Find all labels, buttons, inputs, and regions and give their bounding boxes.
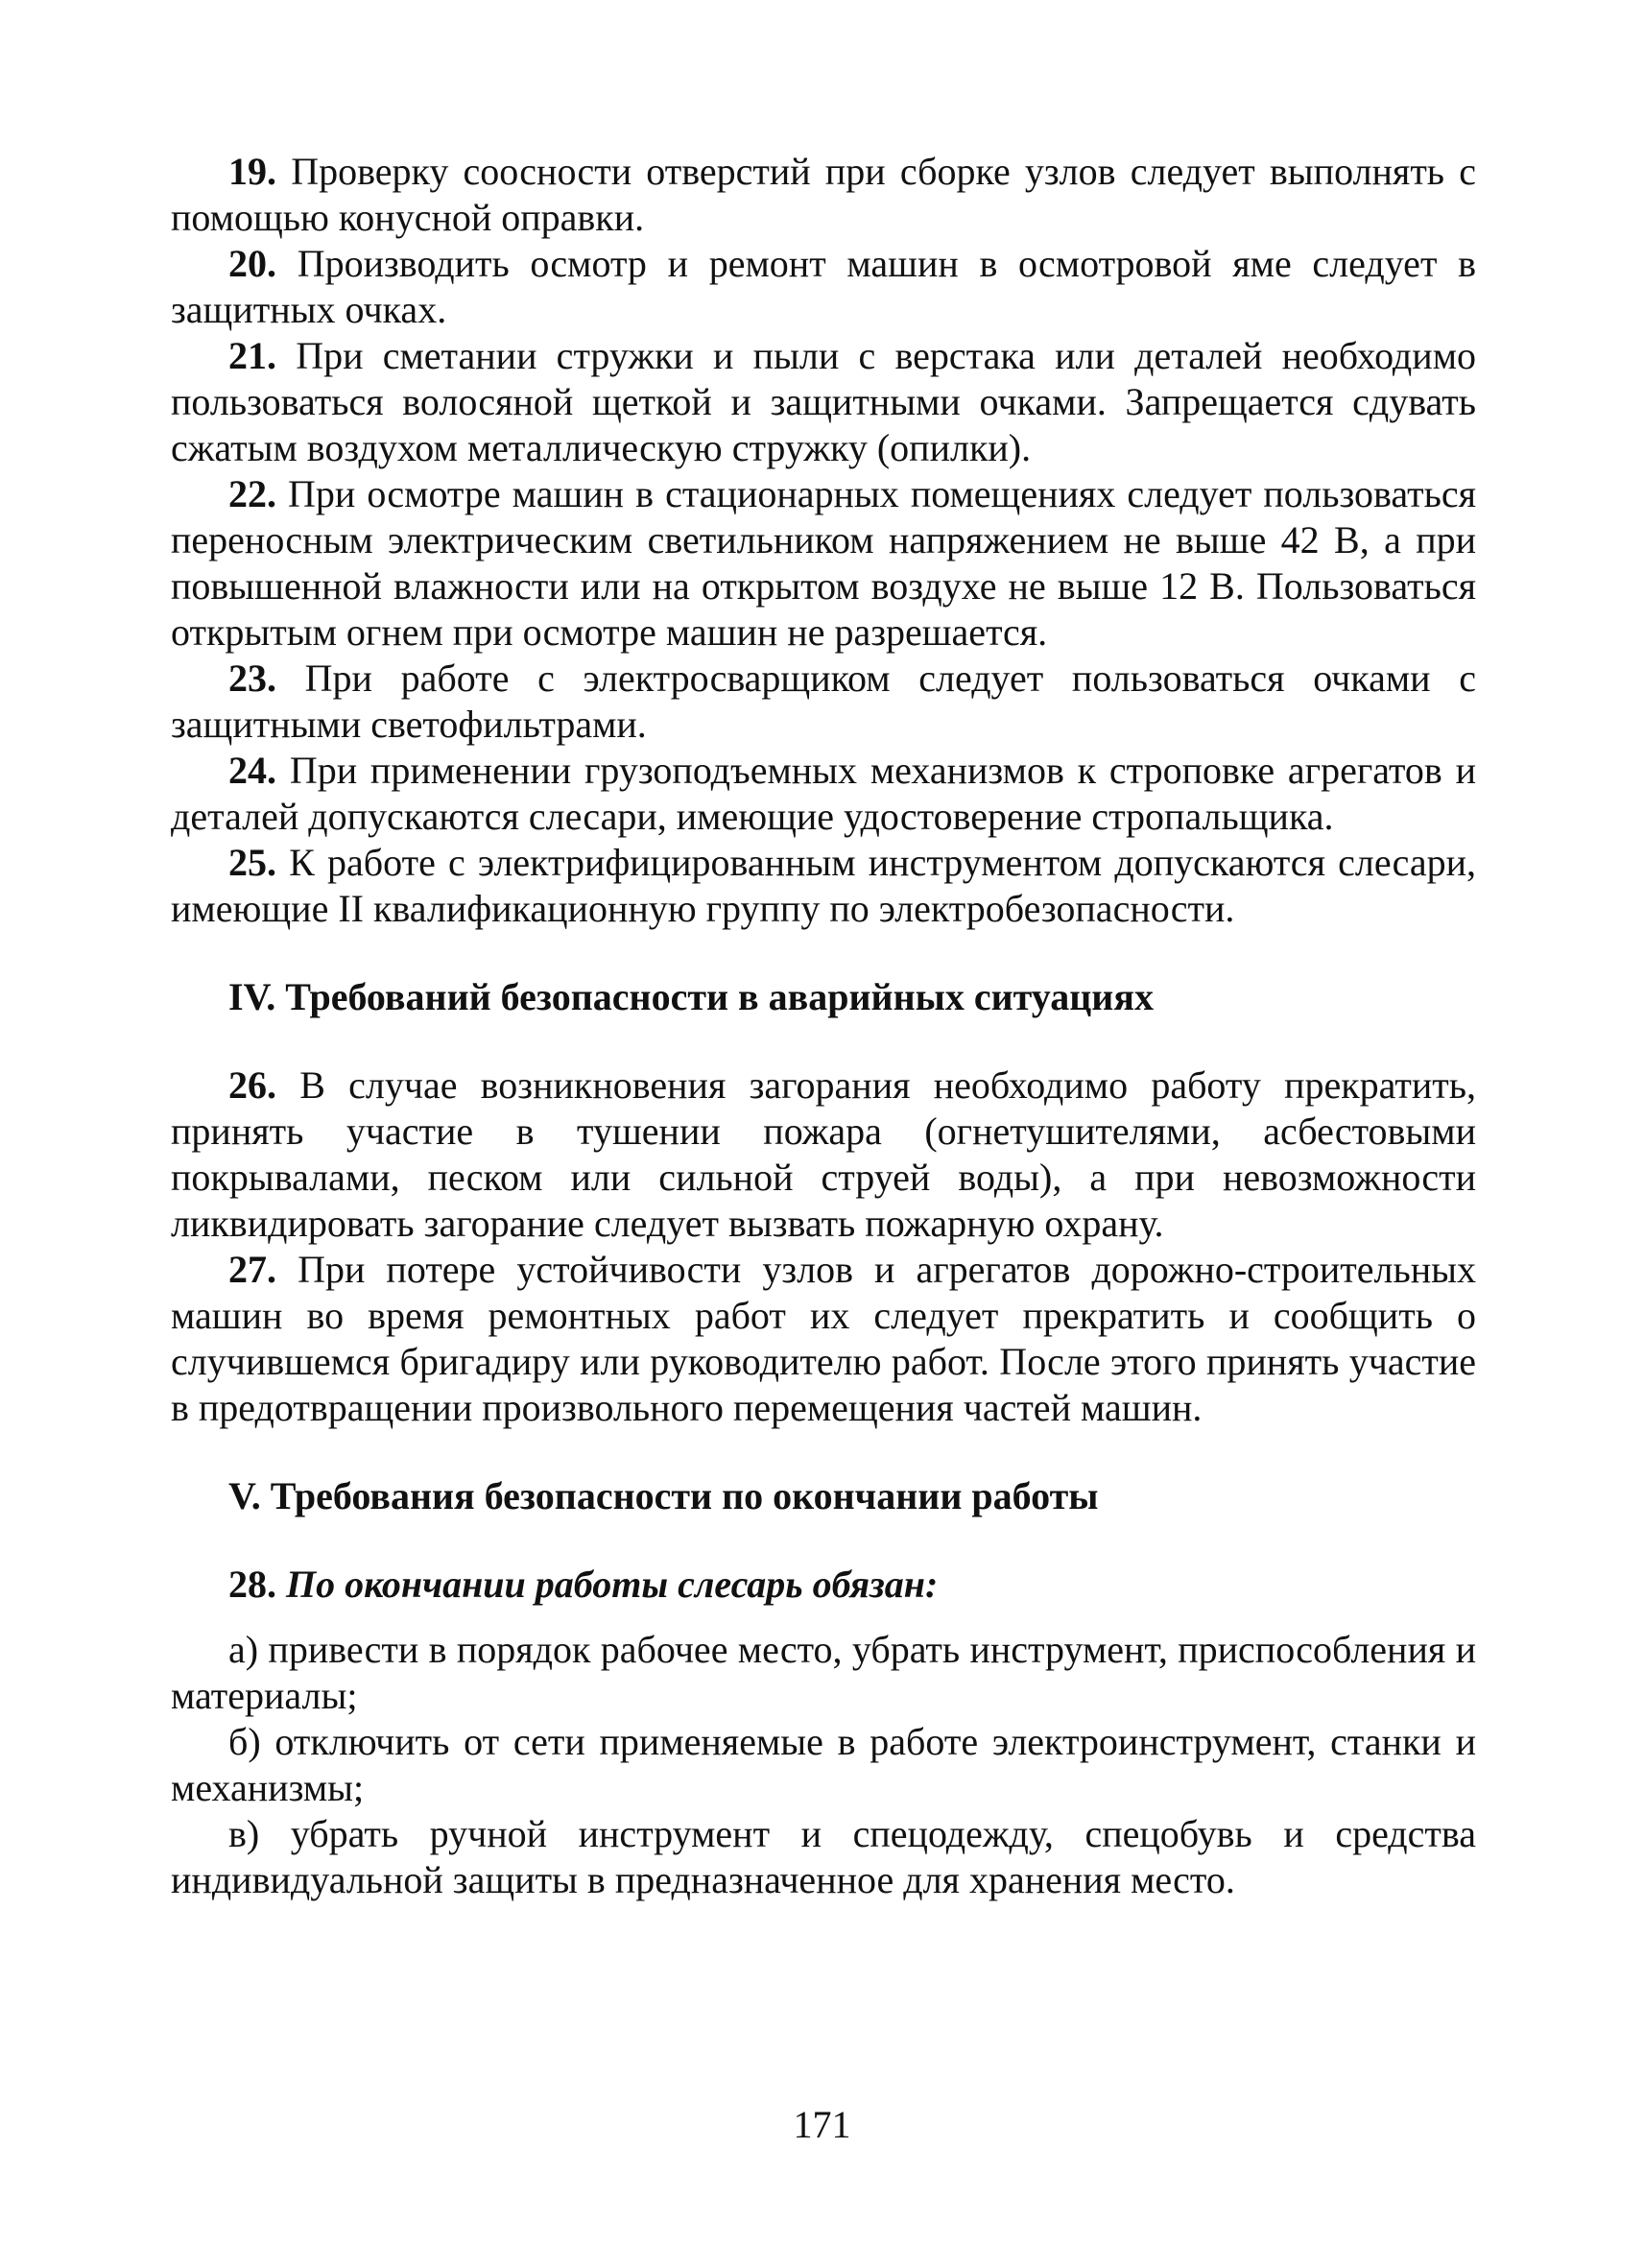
paragraph-27 xyxy=(171,1247,1476,1431)
paragraph-23 xyxy=(171,656,1476,748)
paragraph-text: При работе с электросварщиком следует пользоваться очками с защитными светофильтрами. xyxy=(171,657,1477,746)
section-heading-4: IV. Требований безопасности в аварийных ситуациях xyxy=(228,975,1154,1018)
item-number: 27. xyxy=(228,1248,276,1291)
paragraph-25 xyxy=(171,840,1476,932)
paragraph-text: При сметании стружки и пыли с верстака или деталей необходимо пользоваться волосяной щеткой и защитными очками. Запрещается сдувать сжатым воздухом металлическую стружку (опилки). xyxy=(171,334,1477,469)
paragraph-text: Проверку соосности отверстий при сборке узлов следует выполнять с помощью конусной оправки. xyxy=(171,150,1477,239)
paragraph-lead: По окончании работы слесарь обязан: xyxy=(286,1563,939,1606)
item-number: 23. xyxy=(228,657,276,700)
paragraph-19 xyxy=(171,149,1476,241)
paragraph-text: При осмотре машин в стационарных помещениях следует пользоваться переносным электрическим светильником напряжением не выше 42 В, а при повышенной влажности или на открытом воздухе не выше 12 В. Пользоваться открытым огнем при осмотре машин не разрешается. xyxy=(171,472,1476,654)
item-number: 22. xyxy=(228,472,276,515)
item-number: 25. xyxy=(228,841,276,884)
paragraph-text: К работе с электрифицированным инструментом допускаются слесари, имеющие II квалификационную группу по электробезопасности. xyxy=(171,841,1476,930)
item-number: 24. xyxy=(228,749,276,792)
paragraph-21 xyxy=(171,333,1476,471)
paragraph-text: При применении грузоподъемных механизмов к строповке агрегатов и деталей допускаются слесари, имеющие удостоверение стропальщика. xyxy=(171,749,1477,838)
item-number: 26. xyxy=(228,1063,276,1107)
paragraph-24 xyxy=(171,748,1476,840)
paragraph-26 xyxy=(171,1062,1476,1247)
paragraph-text: При потере устойчивости узлов и агрегатов дорожно-строительных машин во время ремонтных работ их следует прекратить и сообщить о случившемся бригадиру или руководителю работ. После этого принять участие в предотвращении произвольного перемещения частей машин. xyxy=(171,1248,1477,1429)
paragraph-text: В случае возникновения загорания необходимо работу прекратить, принять участие в тушении пожара (огнетушителями, асбестовыми покрывалами, песком или сильной струей воды), а при невозможности ликвидировать загорание следует вызвать пожарную охрану. xyxy=(171,1063,1476,1245)
item-number: 20. xyxy=(228,242,276,285)
item-number: 28. xyxy=(228,1563,276,1606)
list-item-b: б) отключить от сети применяемые в работе электроинструмент, станки и механизмы; xyxy=(171,1720,1476,1809)
paragraph-28 xyxy=(171,1562,1476,1608)
paragraph-20 xyxy=(171,241,1476,333)
section-heading-5: V. Требования безопасности по окончании работы xyxy=(228,1474,1099,1517)
paragraph-22 xyxy=(171,471,1476,656)
list-item-c: в) убрать ручной инструмент и спецодежду, спецобувь и средства индивидуальной защиты в предназначенное для хранения место. xyxy=(171,1812,1476,1901)
page-number: 171 xyxy=(793,2103,851,2146)
item-number: 21. xyxy=(228,334,276,377)
list-item-a: а) привести в порядок рабочее место, убрать инструмент, приспособления и материалы; xyxy=(171,1628,1476,1717)
paragraph-text: Производить осмотр и ремонт машин в осмотровой яме следует в защитных очках. xyxy=(171,242,1476,331)
page-text xyxy=(171,149,1476,1903)
item-number: 19. xyxy=(228,150,276,193)
